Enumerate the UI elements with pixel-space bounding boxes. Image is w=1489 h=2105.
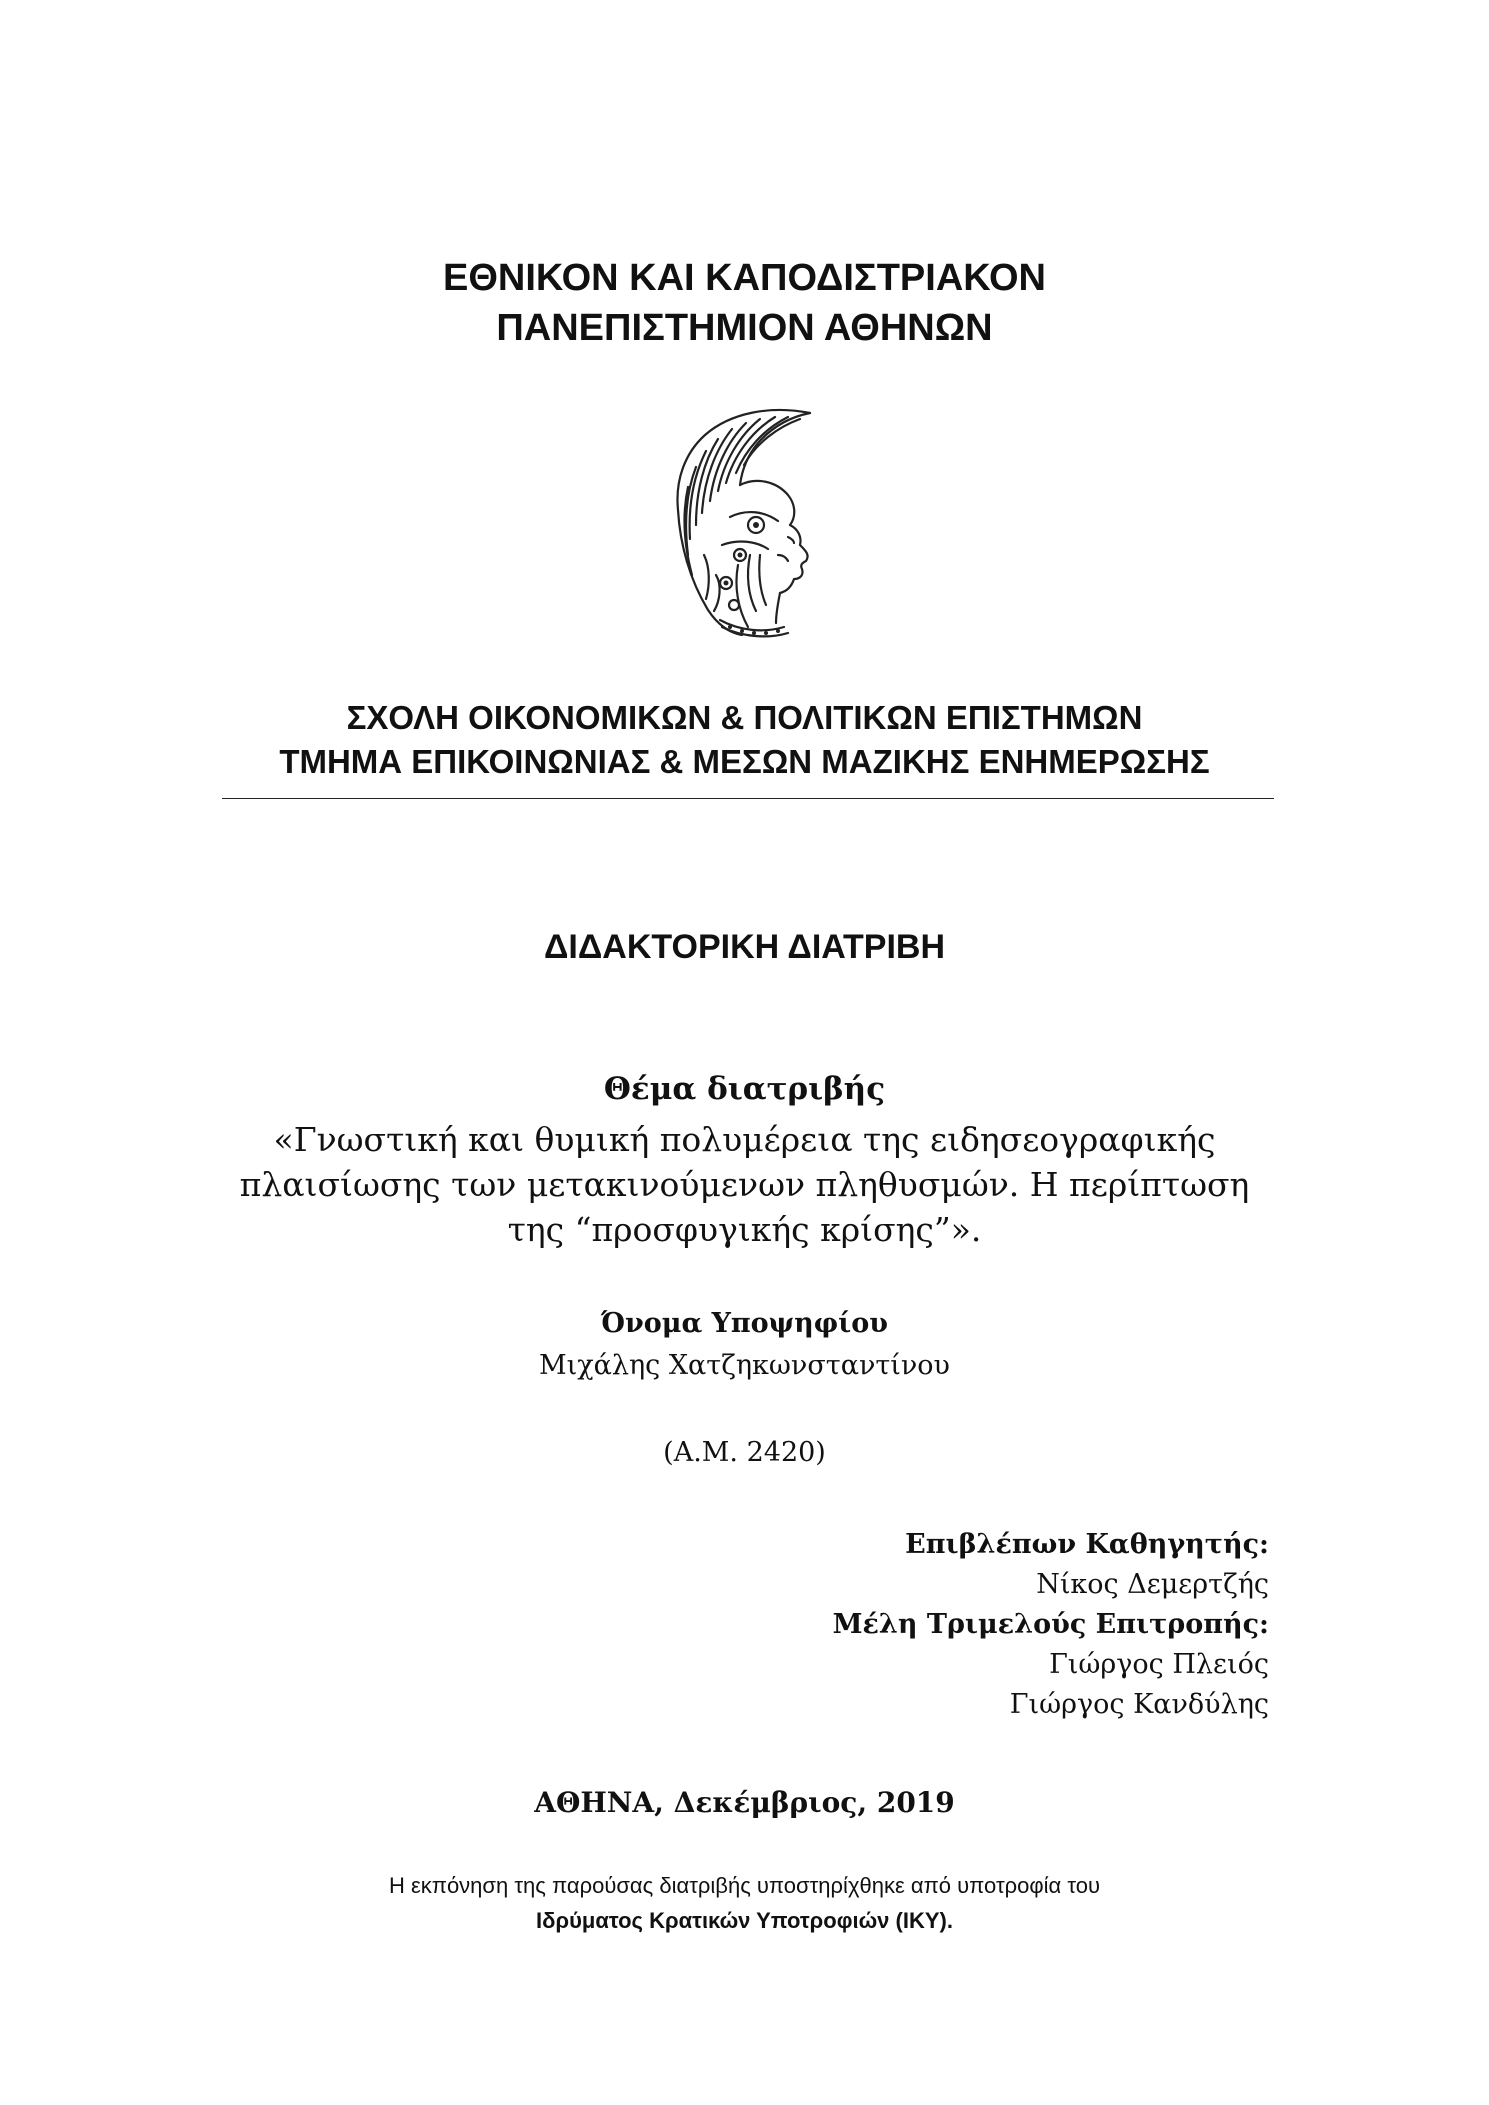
- supervisor-name: Νίκος Δεμερτζής: [1036, 1569, 1269, 1600]
- candidate-heading: Όνομα Υποψηφίου: [601, 1308, 888, 1339]
- athena-head-emblem-icon: [660, 405, 830, 640]
- university-name-line1: ΕΘΝΙΚΟΝ ΚΑΙ ΚΑΠΟΔΙΣΤΡΙΑΚΟΝ: [443, 257, 1046, 299]
- document-type: ΔΙΔΑΚΤΟΡΙΚΗ ΔΙΑΤΡΙΒΗ: [543, 928, 946, 966]
- committee-block: [833, 1525, 1269, 1725]
- topic-line1: «Γνωστική και θυμική πολυμέρεια της ειδησεογραφικής: [273, 1120, 1216, 1159]
- topic-heading: Θέμα διατριβής: [603, 1071, 886, 1107]
- funding-note-line1: Η εκπόνηση της παρούσας διατριβής υποστηρίχθηκε από υποτροφία του: [388, 1873, 1101, 1898]
- topic-line2: πλαισίωσης των μετακινούμενων πληθυσμών. Η περίπτωση: [239, 1165, 1250, 1204]
- university-name: [0, 253, 1489, 353]
- committee-member-2: Γιώργος Κανδύλης: [1009, 1689, 1269, 1720]
- funding-note: [0, 1868, 1489, 1938]
- school-department: [0, 696, 1489, 784]
- place-date: ΑΘΗΝΑ, Δεκέμβριος, 2019: [534, 1786, 955, 1819]
- topic-line3: της “προσφυγικής κρίσης”».: [507, 1210, 982, 1249]
- candidate-name: Μιχάλης Χατζηκωνσταντίνου: [539, 1350, 950, 1381]
- university-name-line2: ΠΑΝΕΠΙΣΤΗΜΙΟΝ ΑΘΗΝΩΝ: [496, 307, 993, 349]
- department-name: ΤΜΗΜΑ ΕΠΙΚΟΙΝΩΝΙΑΣ & ΜΕΣΩΝ ΜΑΖΙΚΗΣ ΕΝΗΜΕΡΩΣΗΣ: [279, 743, 1210, 780]
- supervisor-heading: Επιβλέπων Καθηγητής:: [905, 1529, 1269, 1560]
- topic-title: [0, 1117, 1489, 1252]
- header-divider: [222, 798, 1274, 799]
- candidate-registration: (Α.Μ. 2420): [663, 1437, 826, 1468]
- school-name: ΣΧΟΛΗ ΟΙΚΟΝΟΜΙΚΩΝ & ΠΟΛΙΤΙΚΩΝ ΕΠΙΣΤΗΜΩΝ: [346, 699, 1143, 736]
- funding-note-line2: Ιδρύματος Κρατικών Υποτροφιών (ΙΚΥ).: [536, 1908, 953, 1933]
- committee-members-heading: Μέλη Τριμελούς Επιτροπής:: [832, 1609, 1269, 1640]
- committee-member-1: Γιώργος Πλειός: [1049, 1649, 1269, 1680]
